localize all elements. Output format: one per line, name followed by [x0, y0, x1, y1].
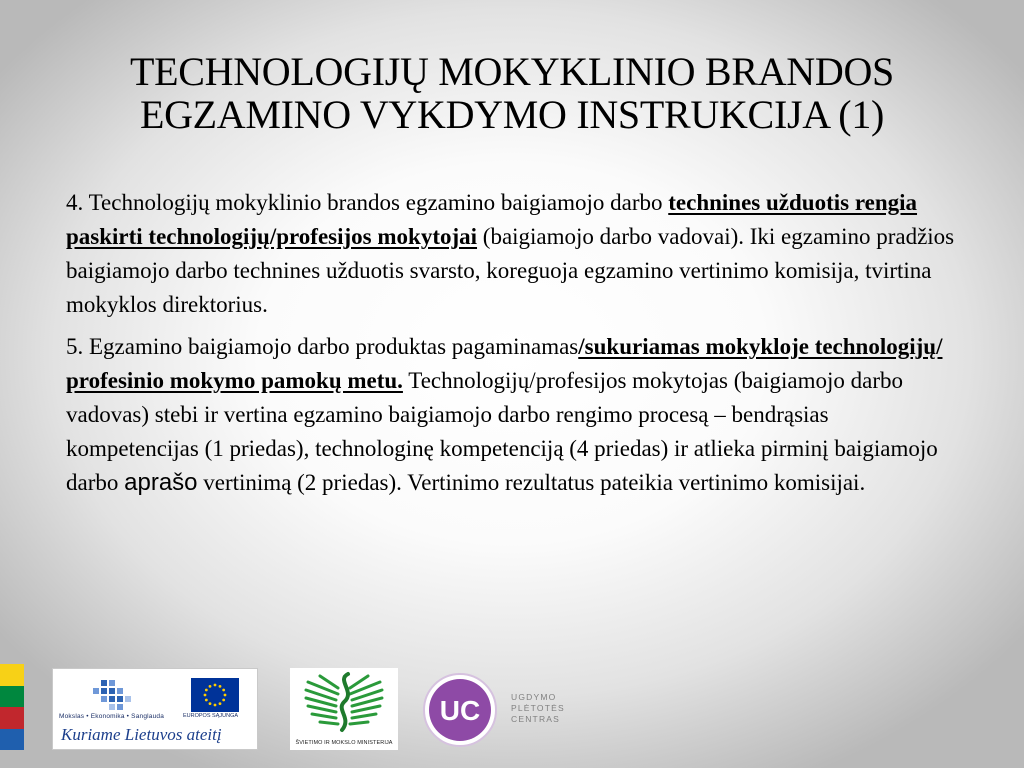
paragraph-4 [66, 186, 966, 322]
paragraph-5-intro: 5. Egzamino baigiamojo darbo produktas pagaminamas [66, 334, 579, 359]
eu-star-icon [209, 702, 212, 705]
eu-star-icon [214, 704, 217, 707]
smm-label: ŠVIETIMO IR MOKSLO MINISTERIJA [295, 740, 393, 746]
mes-slogan: Kuriame Lietuvos ateitį [61, 725, 222, 744]
paragraph-5-body: Technologijų/profesijos mokytojas (baigiamojo darbo vadovas) stebi ir vertina egzamino baigiamojo darbo rengimo procesą – bendrąsias kompetencijas (1 priedas), technologinę kompetenciją (4 priedas) ir atlieka pirminį baigiamojo darbo [66, 368, 938, 495]
title-line-1: TECHNOLOGIJŲ MOKYKLINIO BRANDOS [129, 49, 894, 94]
upc-label-line-3: CENTRAS [511, 714, 561, 724]
flag-stripe-red [0, 707, 24, 729]
title-line-2: EGZAMINO VYKDYMO INSTRUKCIJA (1) [139, 92, 885, 137]
lithuanian-flag-strip [0, 664, 24, 750]
slide-body [66, 186, 966, 500]
flag-stripe-yellow [0, 664, 24, 686]
paragraph-4-intro: 4. Technologijų mokyklinio brandos egzamino baigiamojo darbo [66, 190, 663, 215]
paragraph-5 [66, 330, 966, 500]
upc-logo [422, 668, 582, 750]
eu-star-icon [214, 684, 217, 687]
eu-star-icon [219, 685, 222, 688]
eu-star-icon [205, 699, 208, 702]
eu-star-icon [204, 694, 207, 697]
mes-logo-graphic [87, 678, 137, 718]
upc-logo-graphic [422, 672, 498, 748]
flag-stripe-blue [0, 729, 24, 751]
eu-star-icon [222, 699, 225, 702]
eu-label: EUROPOS SĄJUNGA [183, 713, 239, 719]
paragraph-5-emphasis: /sukuriamas mokykloje technologijų/ profesinio mokymo pamokų metu. [66, 334, 943, 393]
paragraph-5-sans-word: aprašo [124, 469, 198, 496]
upc-label-line-1: UGDYMO [511, 692, 557, 702]
paragraph-5-end: vertinimą (2 priedas). Vertinimo rezultatus pateikia vertinimo komisijai. [197, 470, 866, 495]
ministry-logo [290, 668, 398, 750]
upc-label [511, 692, 565, 725]
eu-star-icon [224, 694, 227, 697]
upc-label-line-2: PLĖTOTĖS [511, 703, 565, 713]
upc-monogram: UC [439, 695, 481, 726]
eu-flag-icon [191, 678, 239, 712]
smm-logo-graphic [298, 668, 390, 738]
eu-star-icon [222, 689, 225, 692]
paragraph-4-rest: (baigiamojo darbo vadovai). Iki egzamino pradžios baigiamojo darbo technines užduotis svarsto, koreguoja egzamino vertinimo komisija, tvirtina mokyklos direktorius. [66, 224, 955, 317]
eu-star-icon [205, 689, 208, 692]
eu-star-icon [219, 702, 222, 705]
eu-star-icon [209, 685, 212, 688]
paragraph-4-emphasis: technines užduotis rengia paskirti technologijų/profesijos mokytojai [66, 190, 918, 249]
mes-label: Mokslas • Ekonomika • Sanglauda [59, 713, 165, 720]
flag-stripe-green [0, 686, 24, 708]
slide-title [40, 50, 984, 136]
eu-funds-logo [52, 668, 258, 750]
